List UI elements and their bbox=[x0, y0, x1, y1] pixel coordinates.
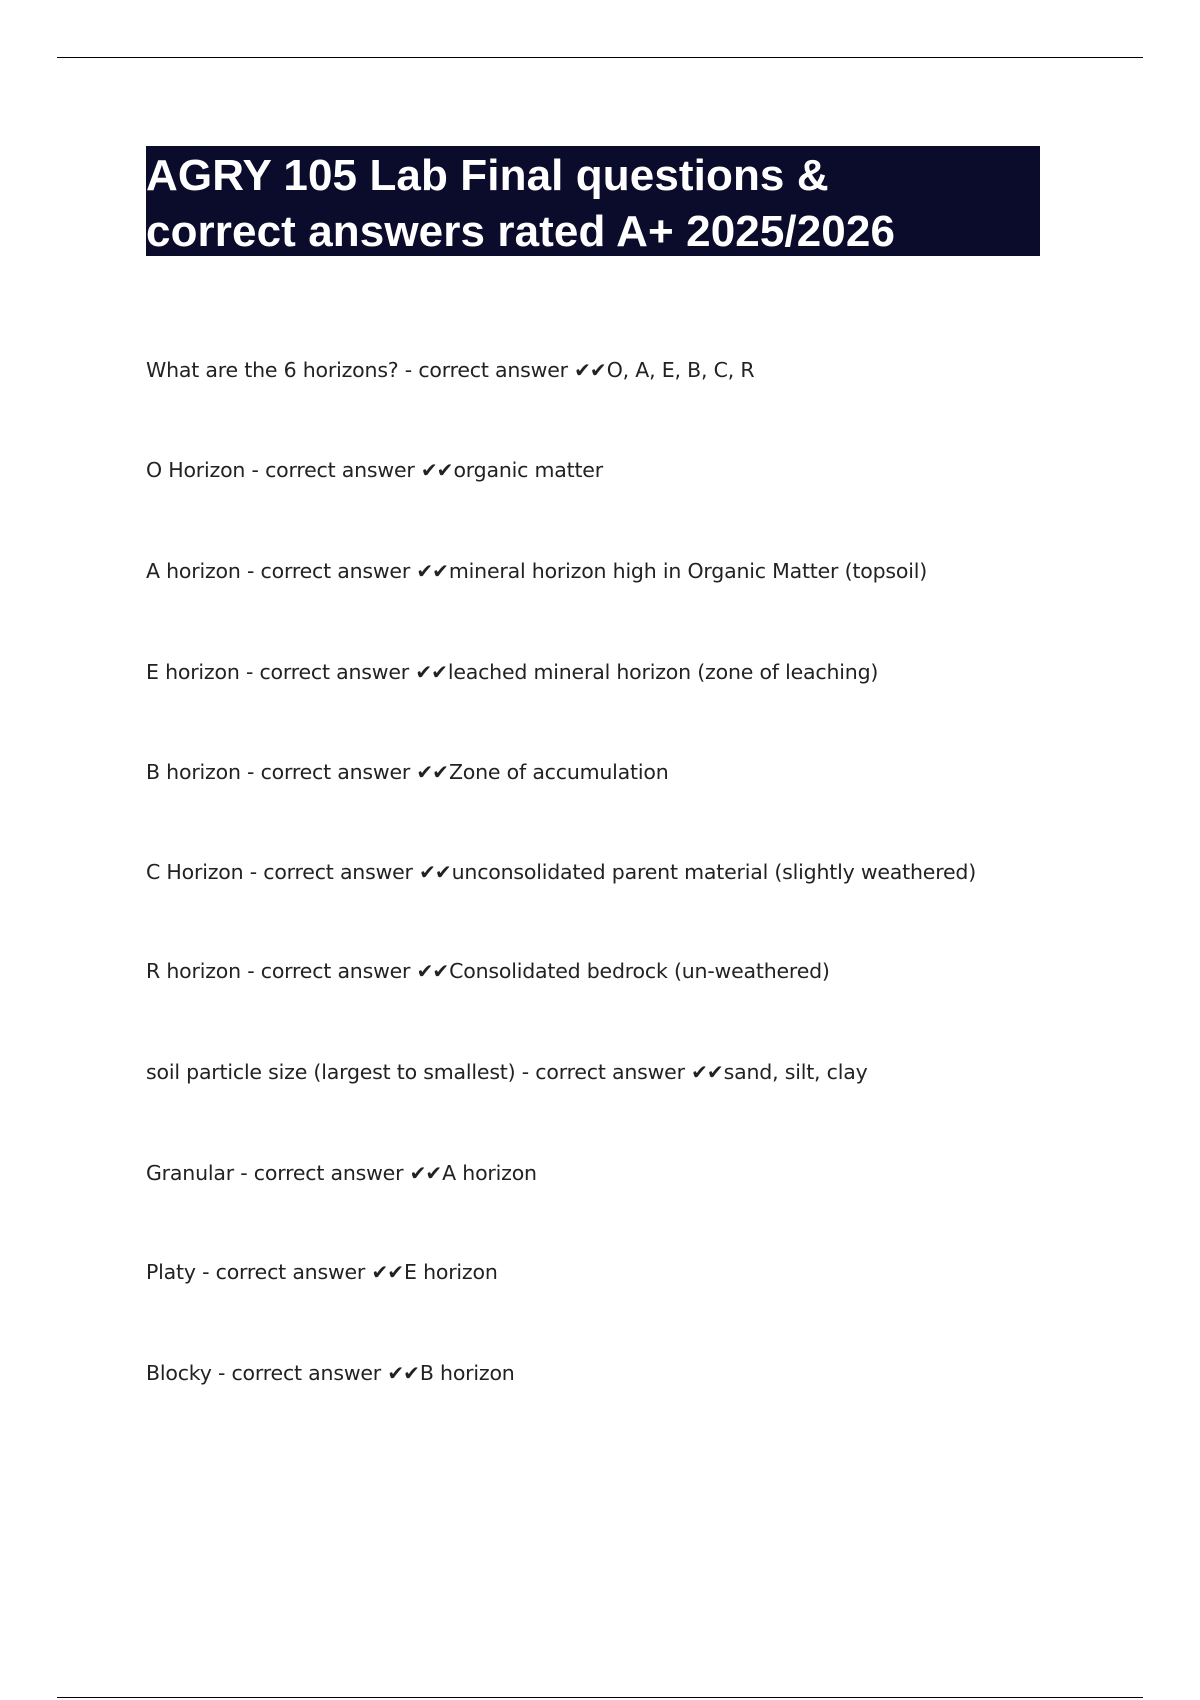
qa-answer: organic matter bbox=[453, 458, 603, 482]
check-mark-icon: ✔✔ bbox=[416, 959, 449, 983]
qa-question: soil particle size (largest to smallest) bbox=[146, 1060, 516, 1084]
qa-separator: - correct answer bbox=[240, 959, 417, 983]
qa-item bbox=[146, 457, 603, 483]
qa-separator: - correct answer bbox=[240, 559, 417, 583]
qa-separator: - correct answer bbox=[233, 1161, 410, 1185]
check-mark-icon: ✔✔ bbox=[416, 760, 448, 784]
check-mark-icon: ✔✔ bbox=[387, 1361, 419, 1385]
qa-answer: leached mineral horizon (zone of leaching) bbox=[447, 660, 879, 684]
title-banner bbox=[146, 146, 1040, 256]
check-mark-icon: ✔✔ bbox=[415, 660, 447, 684]
qa-item bbox=[146, 659, 878, 685]
qa-answer: B horizon bbox=[419, 1361, 515, 1385]
check-mark-icon: ✔✔ bbox=[420, 458, 453, 482]
qa-question: Platy bbox=[146, 1260, 196, 1284]
qa-separator: - correct answer bbox=[245, 458, 421, 482]
qa-separator: - correct answer bbox=[239, 660, 416, 684]
document-title: AGRY 105 Lab Final questions & correct answers rated A+ 2025/2026 bbox=[146, 151, 896, 256]
bottom-divider bbox=[57, 1697, 1143, 1698]
qa-question: O Horizon bbox=[146, 458, 246, 482]
qa-answer: Zone of accumulation bbox=[448, 760, 669, 784]
qa-question: R horizon bbox=[146, 959, 241, 983]
qa-question: C Horizon bbox=[146, 860, 244, 884]
qa-answer: E horizon bbox=[404, 1260, 498, 1284]
check-mark-icon: ✔✔ bbox=[691, 1060, 723, 1084]
qa-separator: - correct answer bbox=[211, 1361, 388, 1385]
check-mark-icon: ✔✔ bbox=[416, 559, 448, 583]
qa-question: What are the 6 horizons? bbox=[146, 358, 399, 382]
qa-question: A horizon bbox=[146, 559, 241, 583]
qa-question: B horizon bbox=[146, 760, 241, 784]
qa-separator: - correct answer bbox=[515, 1060, 692, 1084]
qa-answer: Consolidated bedrock (un-weathered) bbox=[449, 959, 830, 983]
qa-question: E horizon bbox=[146, 660, 240, 684]
check-mark-icon: ✔✔ bbox=[574, 358, 606, 382]
qa-separator: - correct answer bbox=[398, 358, 575, 382]
qa-item bbox=[146, 558, 927, 584]
check-mark-icon: ✔✔ bbox=[371, 1260, 403, 1284]
qa-answer: sand, silt, clay bbox=[723, 1060, 868, 1084]
qa-answer: unconsolidated parent material (slightly weathered) bbox=[451, 860, 977, 884]
qa-question: Blocky bbox=[146, 1361, 212, 1385]
qa-item bbox=[146, 759, 669, 785]
qa-answer: O, A, E, B, C, R bbox=[606, 358, 755, 382]
top-divider bbox=[57, 57, 1143, 58]
check-mark-icon: ✔✔ bbox=[419, 860, 451, 884]
qa-item bbox=[146, 958, 830, 984]
check-mark-icon: ✔✔ bbox=[409, 1161, 442, 1185]
qa-answer: mineral horizon high in Organic Matter (topsoil) bbox=[448, 559, 928, 583]
qa-separator: - correct answer bbox=[243, 860, 420, 884]
qa-question: Granular bbox=[146, 1161, 234, 1185]
qa-item bbox=[146, 357, 754, 383]
qa-item bbox=[146, 859, 976, 885]
qa-separator: - correct answer bbox=[195, 1260, 372, 1284]
qa-item bbox=[146, 1259, 498, 1285]
qa-item bbox=[146, 1160, 537, 1186]
qa-answer: A horizon bbox=[442, 1161, 537, 1185]
qa-separator: - correct answer bbox=[240, 760, 417, 784]
qa-item bbox=[146, 1059, 868, 1085]
qa-item bbox=[146, 1360, 515, 1386]
